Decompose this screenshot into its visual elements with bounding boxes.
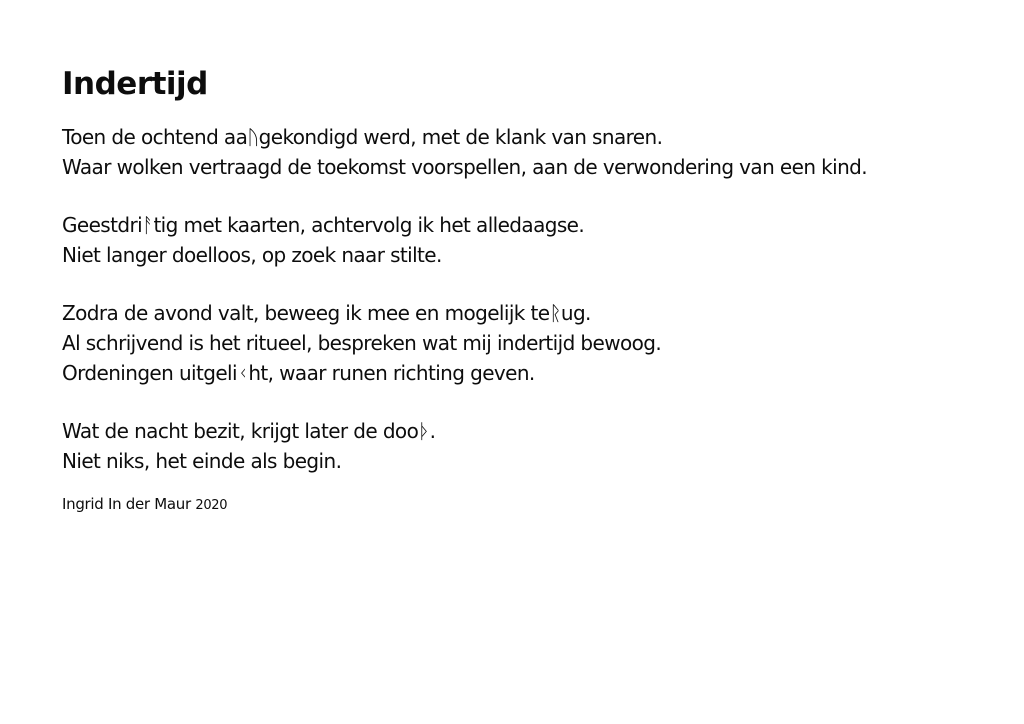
stanza-1 (62, 122, 1002, 182)
poem-line: Wat de nacht bezit, krijgt later de dooᚦ. (62, 419, 436, 443)
stanza-4 (62, 416, 1002, 476)
poem-line: Al schrijvend is het ritueel, bespreken wat mij indertijd bewoog. (62, 331, 662, 355)
poem-line: Niet niks, het einde als begin. (62, 449, 342, 473)
stanza-3 (62, 298, 1002, 388)
poem-line: Niet langer doelloos, op zoek naar stilte. (62, 243, 442, 267)
poem-line: Geestdriᚨtig met kaarten, achtervolg ik het alledaagse. (62, 213, 585, 237)
poem-page (62, 64, 1002, 516)
stanza-2 (62, 210, 1002, 270)
signature-year: 2020 (195, 498, 228, 513)
poem-title: Indertijd (62, 66, 208, 102)
poem-line: Waar wolken vertraagd de toekomst voorspellen, aan de verwondering van een kind. (62, 155, 868, 179)
poem-line: Zodra de avond valt, beweeg ik mee en mogelijk teᚱug. (62, 301, 591, 325)
poem-line: Toen de ochtend aaᚢgekondigd werd, met de klank van snaren. (62, 125, 663, 149)
poem-line: Ordeningen uitgeliᚲht, waar runen richting geven. (62, 361, 535, 385)
signature-author: Ingrid In der Maur (62, 495, 191, 513)
poem-body (62, 122, 1002, 476)
signature (62, 494, 1002, 516)
